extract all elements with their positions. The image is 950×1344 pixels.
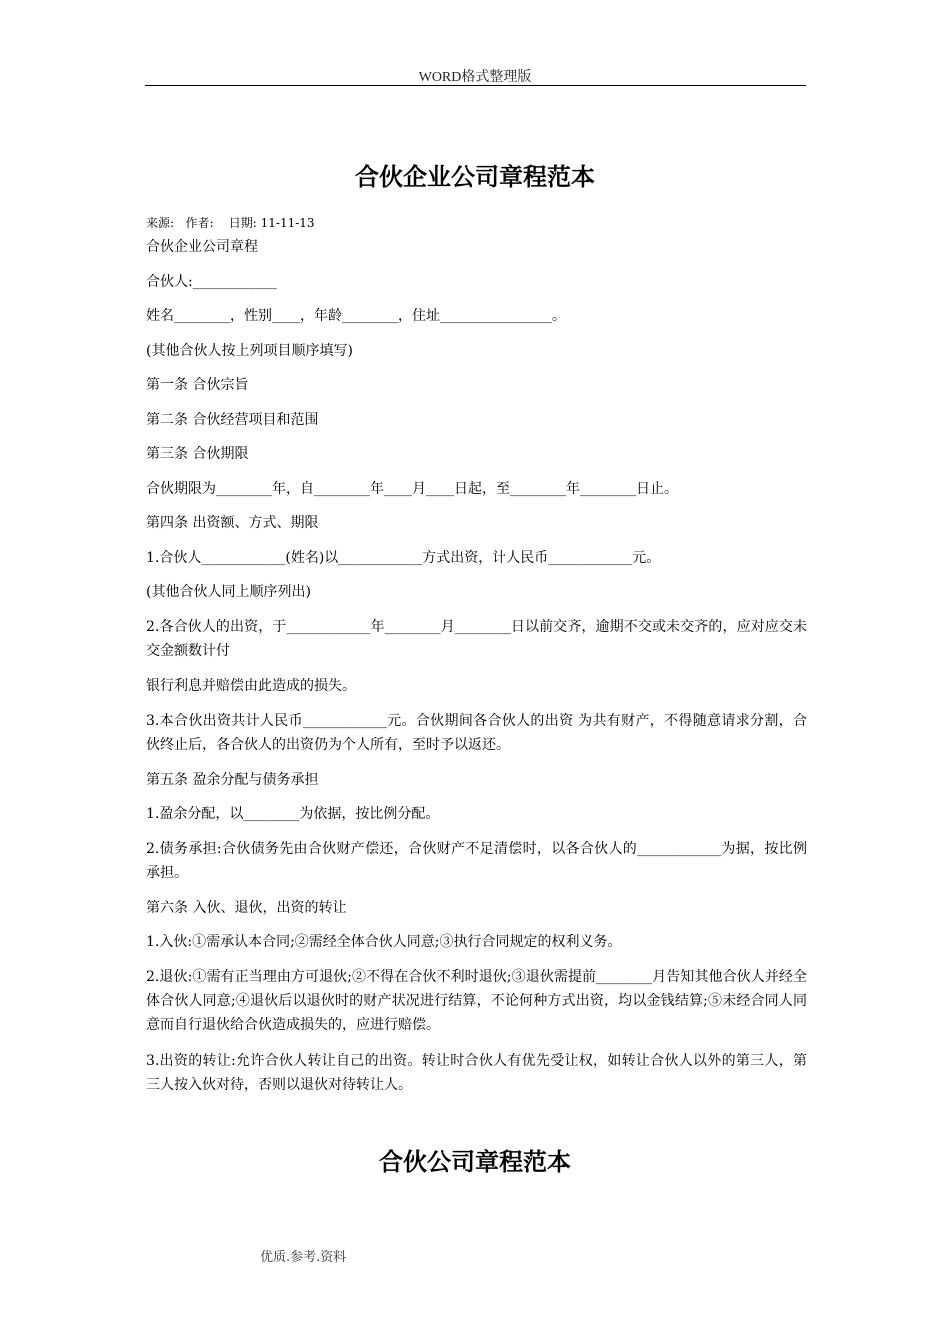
paragraph: 2.退伙:①需有正当理由方可退伙;②不得在合伙不利时退伙;③退伙需提前________月告知其他合伙人并经全体合伙人同意;④退伙后以退伙时的财产状况进行结算，不论何种方式出资，均以金钱结算;⑤未经合同人同意而自行退伙给合伙造成损失的，应进行赔偿。 [146, 969, 807, 1033]
article-heading: 第五条 盈余分配与债务承担 [146, 772, 319, 788]
paragraph: 3.本合伙出资共计人民币____________元。合伙期间各合伙人的出资 为共有财产，不得随意请求分割，合伙终止后，各合伙人的出资仍为个人所有，至时予以返还。 [146, 713, 807, 753]
paragraph: 姓名________，性别____，年龄________，住址________________。 [146, 308, 566, 324]
paragraph: 3.出资的转让:允许合伙人转让自己的出资。转让时合伙人有优先受让权，如转让合伙人以外的第三人，第三人按入伙对待，否则以退伙对待转让人。 [146, 1053, 807, 1093]
paragraph: (其他合伙人按上列项目顺序填写) [146, 343, 353, 359]
paragraph: 合伙企业公司章程 [146, 239, 258, 255]
paragraph: 1.合伙人____________(姓名)以____________方式出资，计人民币____________元。 [146, 550, 661, 566]
paragraph: 1.盈余分配，以________为依据，按比例分配。 [146, 806, 440, 822]
paragraph: 合伙期限为________年，自________年____月____日起，至________年________日止。 [146, 481, 678, 497]
article-heading: 第四条 出资额、方式、期限 [146, 515, 319, 531]
page-header: WORD格式整理版 [418, 70, 532, 85]
article-heading: 第六条 入伙、退伙，出资的转让 [146, 900, 347, 916]
article-heading: 第二条 合伙经营项目和范围 [146, 412, 319, 428]
paragraph: 2.各合伙人的出资，于____________年________月________日以前交齐，逾期不交或未交齐的，应对应交未交金额数计付 [146, 619, 807, 659]
paragraph: 2.债务承担:合伙债务先由合伙财产偿还，合伙财产不足清偿时，以各合伙人的____________为据，按比例承担。 [146, 841, 807, 881]
page-footer: 优质.参考.资料 [260, 1250, 347, 1265]
paragraph: (其他合伙人同上顺序列出) [146, 584, 311, 600]
paragraph: 1.入伙:①需承认本合同;②需经全体合伙人同意;③执行合同规定的权利义务。 [146, 934, 622, 950]
document-title: 合伙企业公司章程范本 [355, 163, 595, 191]
section-title: 合伙公司章程范本 [379, 1148, 571, 1176]
paragraph: 合伙人:____________ [146, 274, 277, 290]
header-rule [145, 85, 806, 86]
document-meta: 来源: 作者: 日期: 11-11-13 [146, 216, 315, 230]
article-heading: 第三条 合伙期限 [146, 446, 249, 462]
paragraph: 银行利息并赔偿由此造成的损失。 [146, 678, 356, 694]
article-heading: 第一条 合伙宗旨 [146, 377, 249, 393]
